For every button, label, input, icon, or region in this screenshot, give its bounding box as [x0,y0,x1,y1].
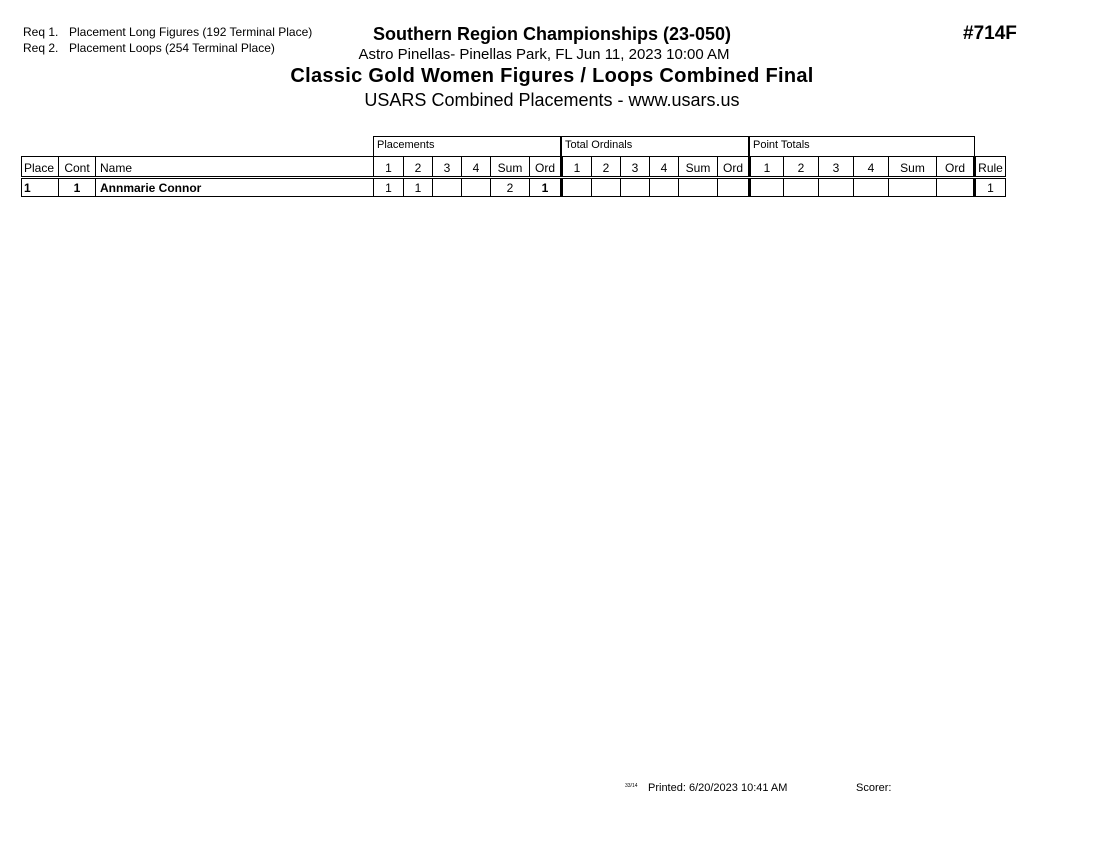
event-title: Classic Gold Women Figures / Loops Combined Final [290,65,814,87]
venue-line: Astro Pinellas- Pinellas Park, FL Jun 11, 2023 10:00 AM [358,46,730,63]
col-placements-3: 3 [433,157,462,178]
row-ordinals-ord [718,178,750,197]
col-placements-sum: Sum [491,157,530,178]
row-points-2 [784,178,819,197]
printed-timestamp: Printed: 6/20/2023 10:41 AM [648,782,788,794]
event-subtitle: USARS Combined Placements - www.usars.us [364,90,740,110]
requirement-number: Req 1. [23,25,59,39]
row-name: Annmarie Connor [96,178,374,197]
col-ordinals-2: 2 [592,157,621,178]
row-ordinals-sum [679,178,718,197]
row-placements-4 [462,178,491,197]
group-placements: Placements [373,136,561,156]
row-place: 1 [22,178,59,197]
col-points-ord: Ord [937,157,975,178]
table-row [22,178,1006,197]
results-table [21,156,1006,197]
col-points-2: 2 [784,157,819,178]
row-placements-ord: 1 [530,178,562,197]
event-number: #714F [963,23,1017,44]
row-ordinals-1 [562,178,592,197]
row-points-3 [819,178,854,197]
col-ordinals-4: 4 [650,157,679,178]
row-points-sum [889,178,937,197]
row-placements-1: 1 [374,178,404,197]
col-ordinals-sum: Sum [679,157,718,178]
row-placements-3 [433,178,462,197]
col-points-4: 4 [854,157,889,178]
col-placements-1: 1 [374,157,404,178]
competition-title: Southern Region Championships (23-050) [372,24,732,44]
row-points-1 [750,178,784,197]
col-points-1: 1 [750,157,784,178]
col-placements-4: 4 [462,157,491,178]
row-ordinals-2 [592,178,621,197]
row-points-4 [854,178,889,197]
col-place: Place [22,157,59,178]
col-ordinals-3: 3 [621,157,650,178]
table-header-row [22,157,1006,178]
row-points-ord [937,178,975,197]
col-cont: Cont [59,157,96,178]
footer-code: 33/14 [625,783,638,789]
row-placements-2: 1 [404,178,433,197]
requirement-number: Req 2. [23,41,59,55]
col-rule: Rule [975,157,1006,178]
row-ordinals-3 [621,178,650,197]
col-ordinals-1: 1 [562,157,592,178]
row-ordinals-4 [650,178,679,197]
col-ordinals-ord: Ord [718,157,750,178]
row-rule: 1 [975,178,1006,197]
group-point-totals: Point Totals [749,136,975,156]
col-placements-2: 2 [404,157,433,178]
row-placements-sum: 2 [491,178,530,197]
col-points-3: 3 [819,157,854,178]
col-placements-ord: Ord [530,157,562,178]
col-name: Name [96,157,374,178]
group-total-ordinals: Total Ordinals [561,136,749,156]
row-cont: 1 [59,178,96,197]
requirement-text: Placement Long Figures (192 Terminal Place) [69,25,313,39]
col-points-sum: Sum [889,157,937,178]
scorer-label: Scorer: [856,782,892,794]
requirement-text: Placement Loops (254 Terminal Place) [69,41,275,55]
